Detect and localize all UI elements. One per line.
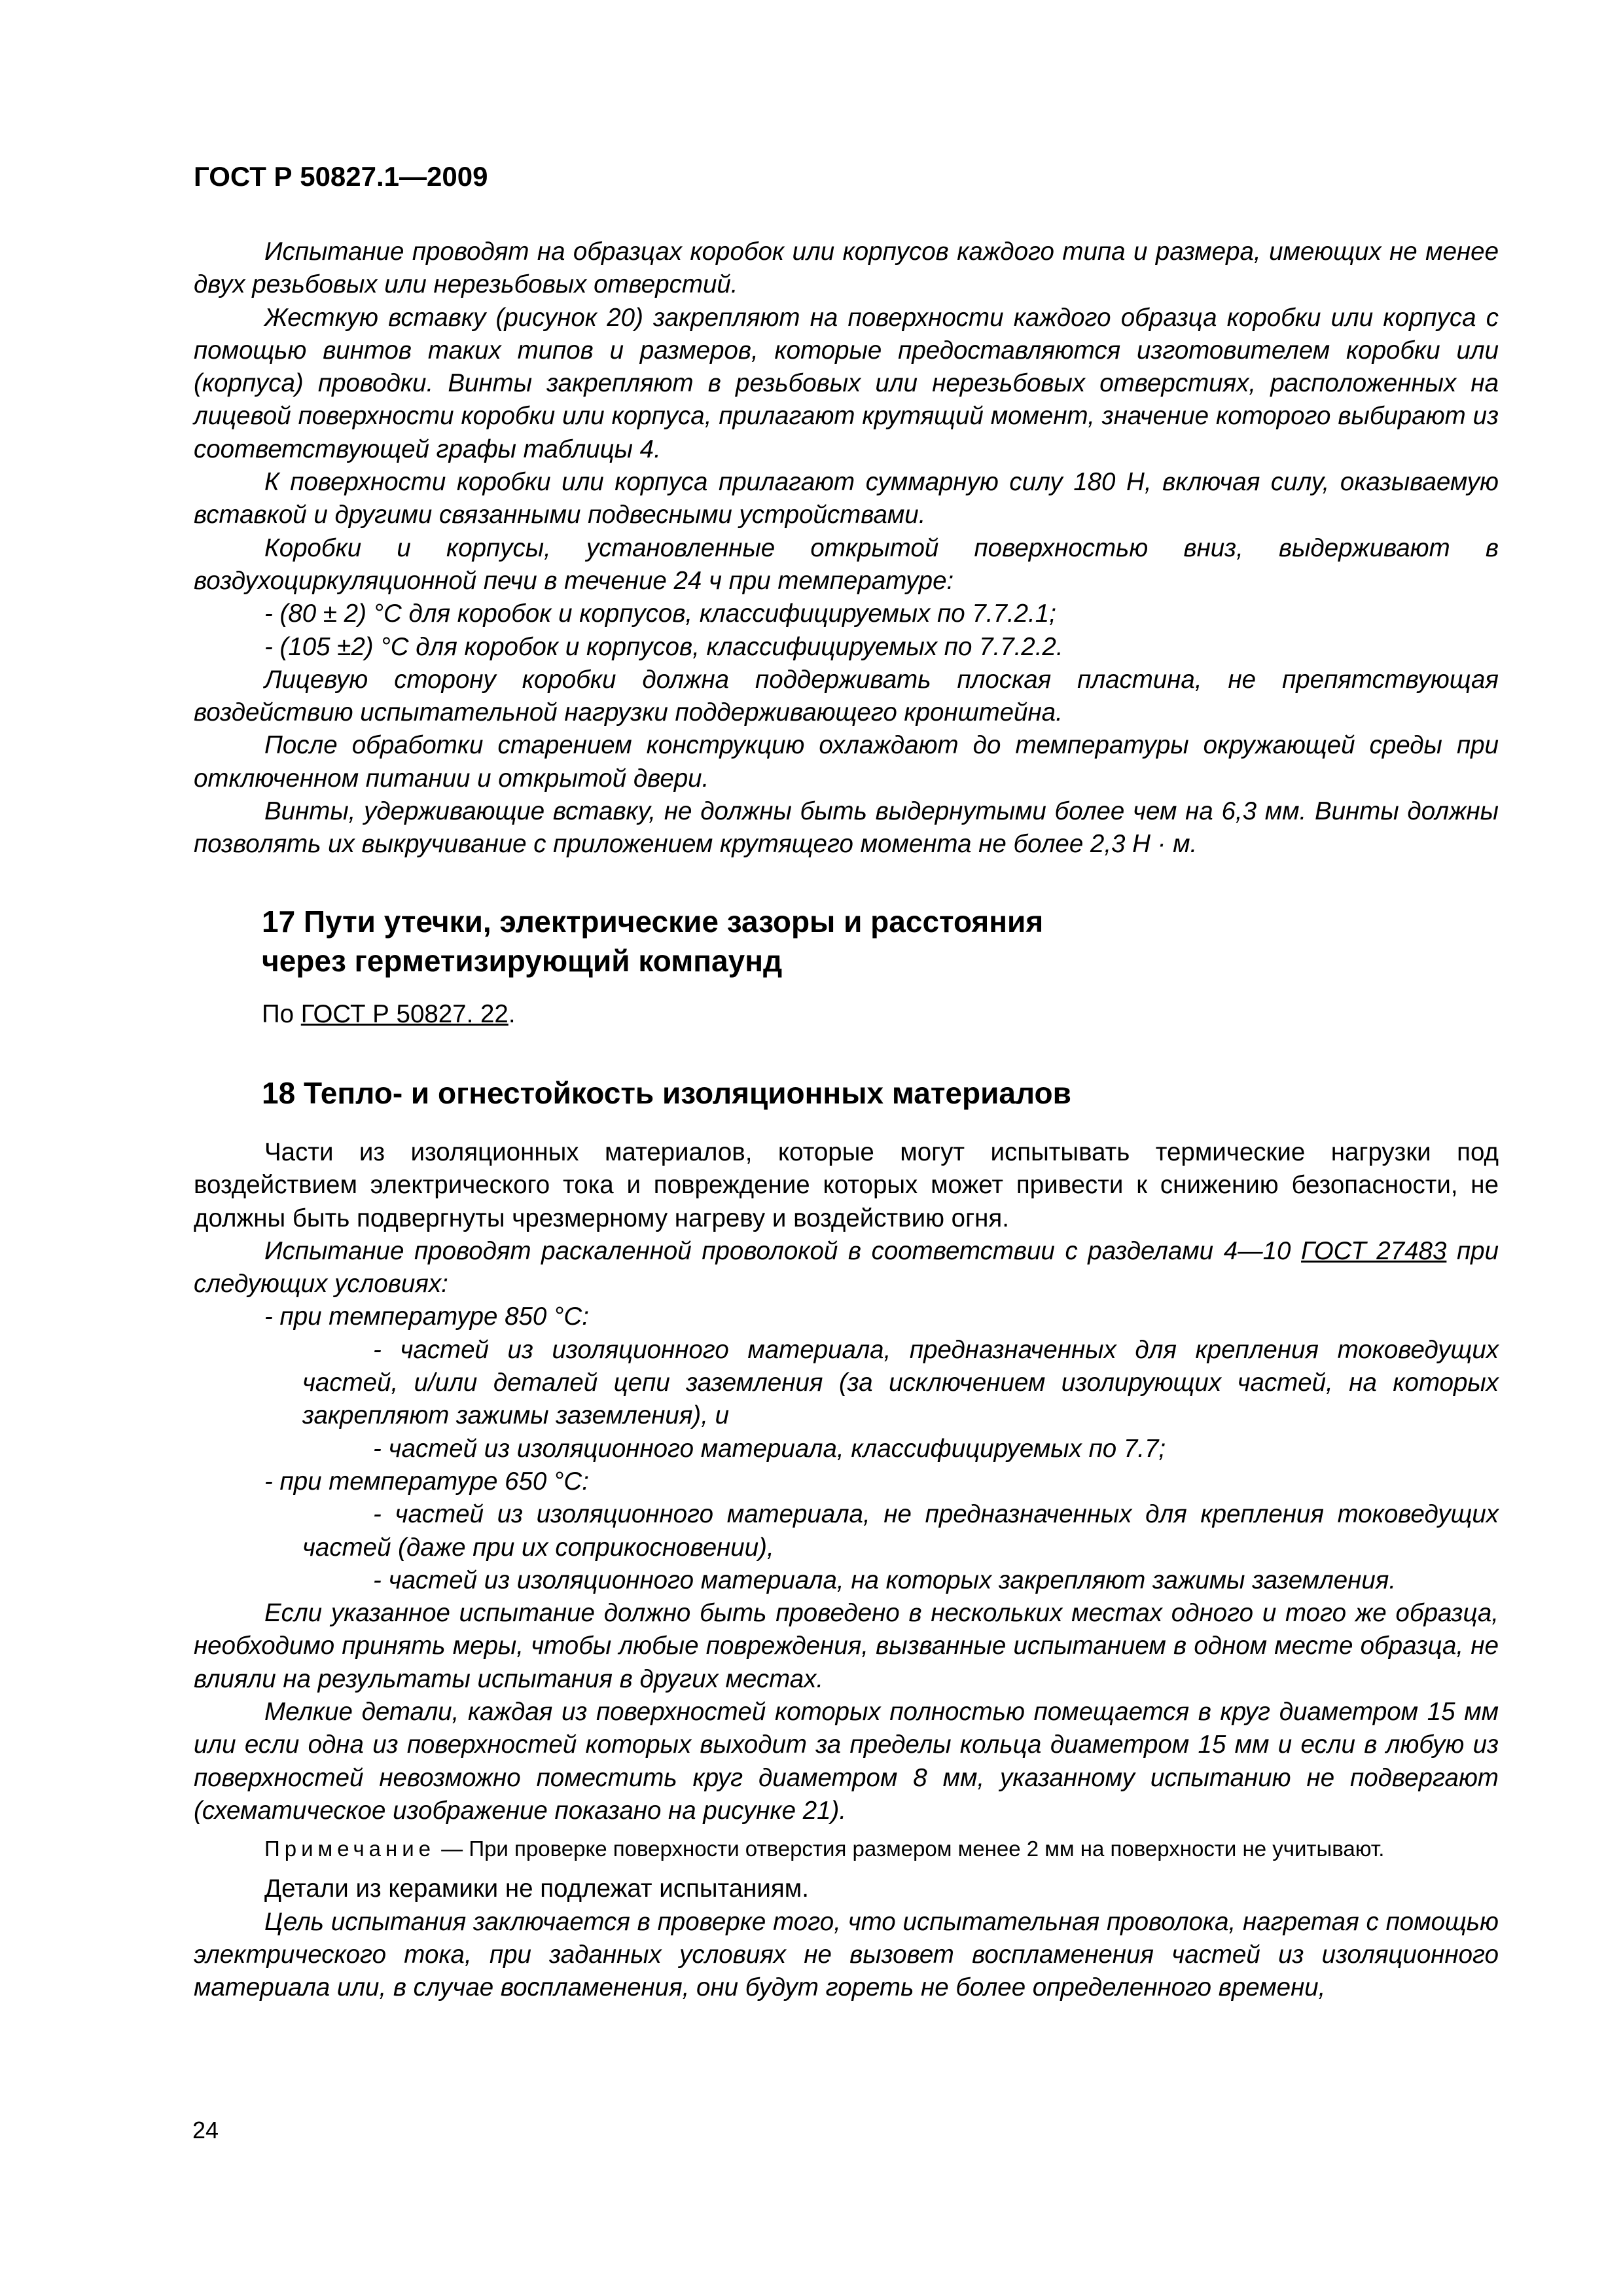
paragraph: Если указанное испытание должно быть проведено в нескольких местах одного и того же образца, необходимо принять меры, чтобы любые повреждения, вызванные испытанием в одном месте образца, не влияли на результаты испытания в других местах. xyxy=(194,1599,1499,1693)
standard-link[interactable]: ГОСТ 27483 xyxy=(1301,1236,1447,1265)
document-code: ГОСТ Р 50827.1—2009 xyxy=(194,161,488,192)
sub-list-item: - частей из изоляционного материала, предназначенных для крепления токоведущих частей, и/или деталей цепи заземления (за исключением изолирующих частей, на которых закрепляют зажимы заземления), и xyxy=(302,1335,1499,1430)
test-procedure-block xyxy=(194,236,1499,861)
page-number: 24 xyxy=(192,2117,219,2144)
sub-list-item: - частей из изоляционного материала, на которых закрепляют зажимы заземления. xyxy=(373,1566,1397,1594)
note-label: Примечание xyxy=(264,1837,436,1861)
sub-list-item: - частей из изоляционного материала, не предназначенных для крепления токоведущих частей (даже при их соприкосновении), xyxy=(302,1500,1499,1562)
section-17-heading xyxy=(262,902,1440,980)
paragraph: К поверхности коробки или корпуса прилагают суммарную силу 180 Н, включая силу, оказываемую вставкой и другими связанными подвесными устройствами. xyxy=(194,468,1499,529)
paragraph: Коробки и корпусы, установленные открытой поверхностью вниз, выдерживают в воздухоциркуляционной печи в течение 24 ч при температуре: xyxy=(194,533,1499,595)
paragraph: Жесткую вставку (рисунок 20) закрепляют на поверхности каждого образца коробки или корпуса с помощью винтов таких типов и размеров, которые предоставляются изготовителем коробки или (корпуса) проводки. Винты закрепляют в резьбовых или нерезьбовых отверстиях, расположенных на лицевой поверхности коробки или корпуса, прилагают крутящий момент, значение которого выбирают из соответствующей графы таблицы 4. xyxy=(194,303,1499,463)
paragraph: Мелкие детали, каждая из поверхностей которых полностью помещается в круг диаметром 15 мм или если одна из поверхностей которых выходит за пределы кольца диаметром 15 мм и если в любую из поверхностей невозможно поместить круг диаметром 8 мм, указанному испытанию не подвергают (схематическое изображение показано на рисунке 21). xyxy=(194,1698,1499,1825)
paragraph: Части из изоляционных материалов, которые могут испытывать термические нагрузки под воздействием электрического тока и повреждение которых может привести к снижению безопасности, не должны быть подвергнуты чрезмерному нагреву и воздействию огня. xyxy=(194,1138,1499,1232)
paragraph: Винты, удерживающие вставку, не должны быть выдернутыми более чем на 6,3 мм. Винты должны позволять их выкручивание с приложением крутящего момента не более 2,3 Н · м. xyxy=(194,797,1499,859)
paragraph: Лицевую сторону коробки должна поддерживать плоская пластина, не препятствующая воздействию испытательной нагрузки поддерживающего кронштейна. xyxy=(194,665,1499,727)
section-17-title-line1: 17 Пути утечки, электрические зазоры и расстояния xyxy=(262,905,1044,939)
paragraph: Детали из керамики не подлежат испытаниям. xyxy=(264,1874,809,1903)
paragraph: Цель испытания заключается в проверке того, что испытательная проволока, нагретая с помощью электрического тока, при заданных условиях не вызовет воспламенения частей из изоляционного материала или, в случае воспламенения, они будут гореть не более определенного времени, xyxy=(194,1907,1499,2002)
paragraph: Испытание проводят раскаленной проволокой в соответствии с разделами 4—10 ГОСТ 27483 при следующих условиях: xyxy=(194,1236,1499,1299)
section-18-body xyxy=(194,1136,1499,2004)
standard-link[interactable]: ГОСТ Р 50827. 22 xyxy=(300,1000,508,1028)
section-17-reference: По ГОСТ Р 50827. 22. xyxy=(262,1000,516,1028)
list-item: - (105 ±2) °С для коробок и корпусов, классифицируемых по 7.7.2.2. xyxy=(264,632,1063,661)
section-17-title-line2: через герметизирующий компаунд xyxy=(262,944,783,978)
list-item: - (80 ± 2) °С для коробок и корпусов, классифицируемых по 7.7.2.1; xyxy=(264,600,1056,628)
note xyxy=(194,1834,1499,1863)
list-item: - при температуре 850 °С: xyxy=(264,1302,589,1331)
paragraph: Испытание проводят на образцах коробок или корпусов каждого типа и размера, имеющих не менее двух резьбовых или нерезьбовых отверстий. xyxy=(194,238,1499,299)
note-text: — При проверке поверхности отверстия размером менее 2 мм на поверхности не учитывают. xyxy=(435,1837,1385,1861)
paragraph: После обработки старением конструкцию охлаждают до температуры окружающей среды при отключенном питании и открытой двери. xyxy=(194,731,1499,793)
section-18-heading: 18 Тепло- и огнестойкость изоляционных материалов xyxy=(262,1076,1071,1110)
sub-list-item: - частей из изоляционного материала, классифицируемых по 7.7; xyxy=(373,1434,1166,1463)
list-item: - при температуре 650 °С: xyxy=(264,1467,589,1496)
